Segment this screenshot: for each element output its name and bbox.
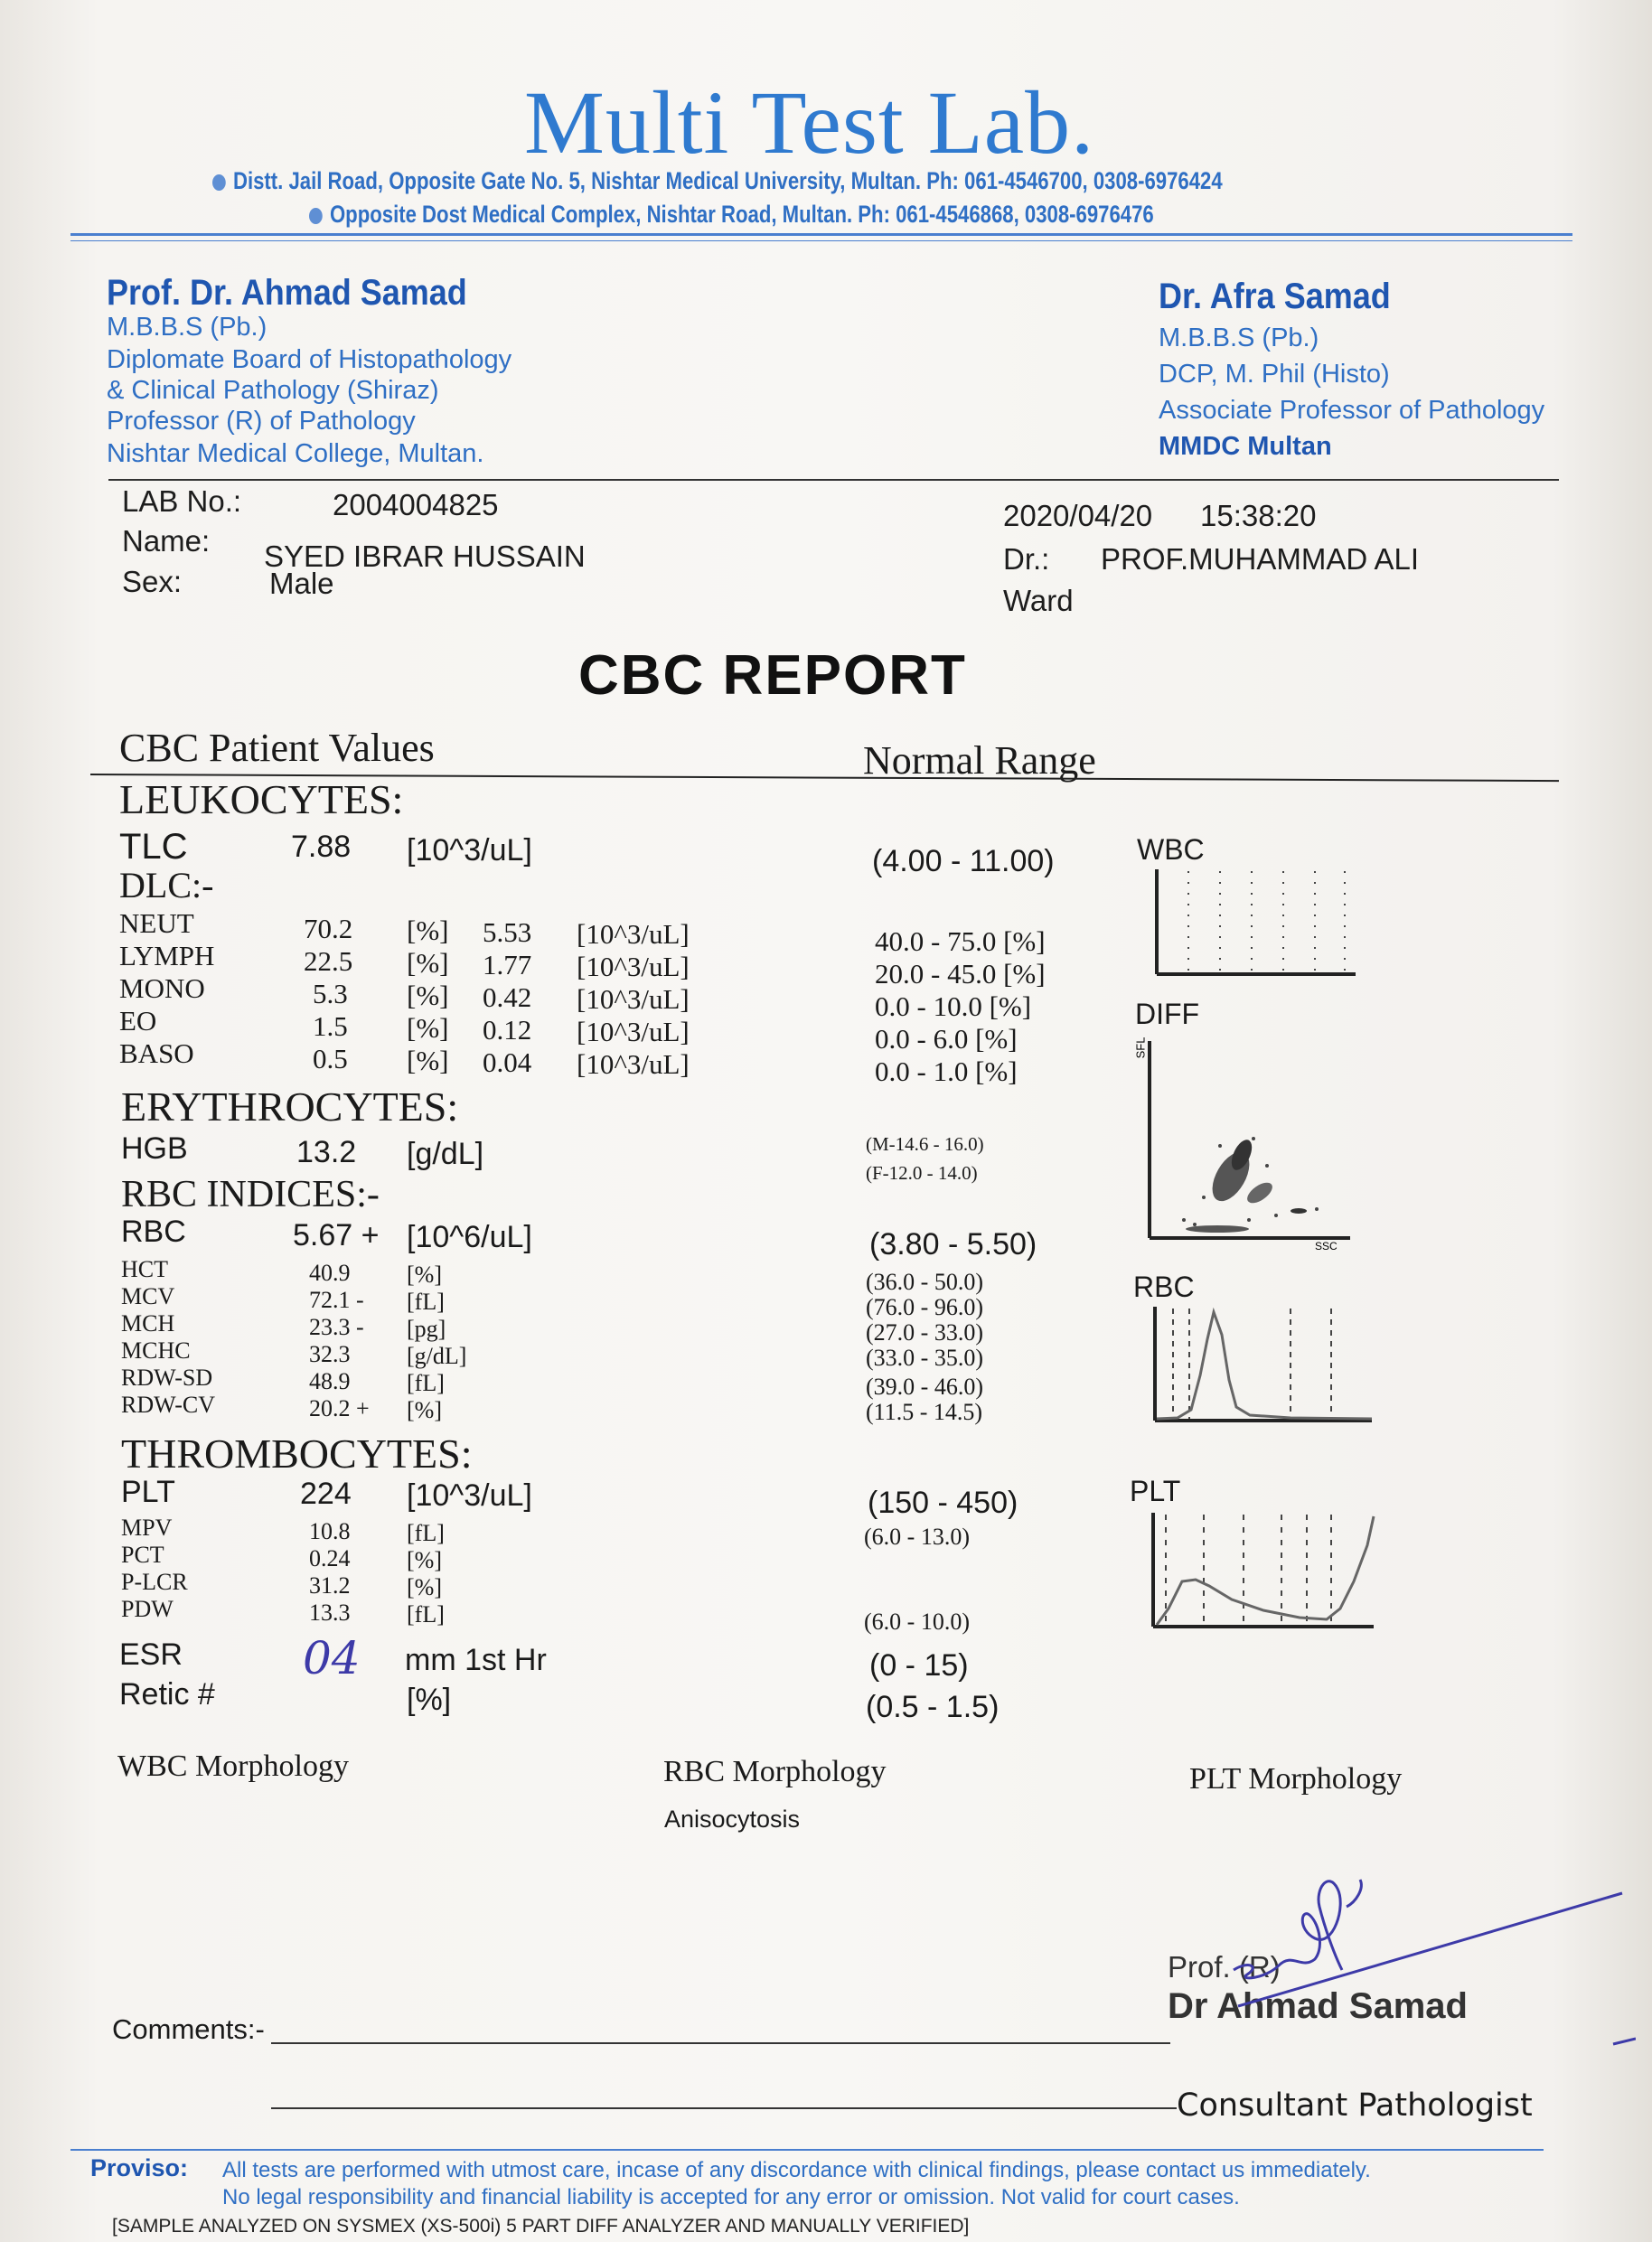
index-value: 23.3 - — [309, 1314, 364, 1340]
proviso-line-2: No legal responsibility and financial liability is accepted for any error or omission. Not valid for court cases. — [222, 2185, 1240, 2209]
index-unit: [g/dL] — [407, 1343, 467, 1369]
index-unit: [%] — [407, 1262, 442, 1288]
retic-range: (0.5 - 1.5) — [866, 1690, 1000, 1724]
index-range: (39.0 - 46.0) — [866, 1374, 983, 1400]
dlc-abs: 1.77 — [483, 949, 532, 980]
index-value: 48.9 — [309, 1368, 351, 1394]
proviso-rule — [70, 2149, 1544, 2151]
section-thrombocytes: THROMBOCYTES: — [121, 1431, 473, 1477]
index-unit: [fL] — [407, 1370, 445, 1396]
bullet-icon — [309, 208, 323, 224]
rbc-value: 5.67 + — [293, 1218, 380, 1252]
plt-name: PLT — [121, 1475, 175, 1509]
index-value: 20.2 + — [309, 1395, 370, 1421]
plt-morphology-label: PLT Morphology — [1189, 1762, 1403, 1796]
analyzer-footer: [SAMPLE ANALYZED ON SYSMEX (XS-500i) 5 PART DIFF ANALYZER AND MANUALLY VERIFIED] — [112, 2216, 970, 2237]
plt-index-unit: [%] — [407, 1547, 442, 1573]
tlc-range: (4.00 - 11.00) — [872, 844, 1055, 878]
rbc-range: (3.80 - 5.50) — [869, 1227, 1037, 1262]
dlc-range: 0.0 - 1.0 [%] — [875, 1055, 1018, 1087]
dlc-range: 20.0 - 45.0 [%] — [875, 958, 1046, 990]
index-name: MCH — [121, 1310, 175, 1337]
plt-index-unit: [fL] — [407, 1520, 445, 1546]
retic-unit: [%] — [407, 1683, 452, 1717]
rbc-unit: [10^6/uL] — [407, 1220, 532, 1254]
normal-range-header: Normal Range — [863, 738, 1096, 783]
dlc-range: 0.0 - 6.0 [%] — [875, 1023, 1018, 1055]
doctor-left-line: Nishtar Medical College, Multan. — [107, 439, 484, 468]
plt-index-unit: [%] — [407, 1574, 442, 1600]
esr-unit: mm 1st Hr — [405, 1643, 547, 1677]
comments-line-2 — [271, 2107, 1177, 2109]
dlc-name: MONO — [119, 972, 205, 1004]
doctor-left-line: Professor (R) of Pathology — [107, 407, 416, 436]
diff-graph-label: DIFF — [1135, 998, 1200, 1030]
dlc-abs-unit: [10^3/uL] — [577, 951, 690, 982]
plt-index-name: P-LCR — [121, 1569, 188, 1595]
index-value: 32.3 — [309, 1341, 351, 1367]
hgb-unit: [g/dL] — [407, 1137, 484, 1171]
header-rule-thin — [70, 240, 1572, 241]
comments-label: Comments:- — [112, 2013, 265, 2045]
dlc-abs: 0.42 — [483, 981, 532, 1013]
diff-x-axis-label: SSC — [1315, 1240, 1338, 1252]
hgb-value: 13.2 — [296, 1135, 357, 1169]
dlc-abs: 0.12 — [483, 1014, 532, 1046]
rbc-histogram — [1146, 1303, 1381, 1426]
rbc-graph-label: RBC — [1133, 1271, 1195, 1303]
plt-index-value: 13.3 — [309, 1599, 351, 1626]
doctor-left-name: Prof. Dr. Ahmad Samad — [107, 273, 467, 313]
esr-value-handwritten: 04 — [303, 1632, 361, 1684]
report-title: CBC REPORT — [578, 644, 967, 707]
dlc-abs: 0.04 — [483, 1046, 532, 1078]
plt-index-name: PCT — [121, 1542, 164, 1568]
patient-sex: Male — [269, 567, 334, 600]
retic-name: Retic # — [119, 1677, 215, 1712]
dlc-pct: 0.5 — [313, 1043, 348, 1074]
index-range: (33.0 - 35.0) — [866, 1345, 983, 1371]
index-unit: [%] — [407, 1397, 442, 1423]
patient-values-header: CBC Patient Values — [119, 726, 435, 770]
plt-index-value: 10.8 — [309, 1518, 351, 1544]
lab-address-1: Distt. Jail Road, Opposite Gate No. 5, Nishtar Medical University, Multan. Ph: 061-4546700, 0308-6976424 — [212, 167, 1223, 195]
esr-name: ESR — [119, 1637, 183, 1672]
doctor-label: Dr.: — [1003, 542, 1050, 576]
section-leukocytes: LEUKOCYTES: — [119, 776, 404, 822]
diff-y-axis-label: SFL — [1133, 1037, 1148, 1059]
tlc-name: TLC — [119, 827, 188, 867]
dlc-pct-unit: [%] — [407, 915, 449, 946]
patient-name: SYED IBRAR HUSSAIN — [264, 539, 586, 573]
dlc-pct-unit: [%] — [407, 980, 449, 1011]
bullet-icon — [212, 174, 226, 191]
proviso-line-1: All tests are performed with utmost care, incase of any discordance with clinical findings, please contact us immediately. — [222, 2158, 1371, 2182]
index-value: 40.9 — [309, 1260, 351, 1286]
plt-index-unit: [fL] — [407, 1601, 445, 1628]
dlc-pct-unit: [%] — [407, 947, 449, 979]
handwritten-signature — [1211, 1853, 1636, 2060]
referring-doctor: PROF.MUHAMMAD ALI — [1101, 542, 1420, 576]
index-name: MCHC — [121, 1337, 191, 1364]
consultant-pathologist: Consultant Pathologist — [1177, 2087, 1533, 2124]
dlc-name: EO — [119, 1005, 157, 1037]
plt-index-name: PDW — [121, 1596, 174, 1622]
header-rule — [70, 233, 1572, 236]
plt-index-name: MPV — [121, 1515, 173, 1541]
plt-index-value: 0.24 — [309, 1545, 351, 1571]
dlc-abs-unit: [10^3/uL] — [577, 983, 690, 1015]
plt-index-range: (6.0 - 10.0) — [864, 1609, 970, 1635]
doctor-left-line: & Clinical Pathology (Shiraz) — [107, 376, 439, 405]
index-range: (11.5 - 14.5) — [866, 1399, 983, 1425]
dlc-name: BASO — [119, 1037, 194, 1069]
wbc-histogram — [1148, 866, 1365, 980]
plt-graph-label: PLT — [1130, 1475, 1181, 1507]
hgb-range-female: (F-12.0 - 14.0) — [866, 1162, 978, 1184]
name-label: Name: — [122, 524, 211, 558]
section-dlc: DLC:- — [119, 865, 214, 905]
dlc-pct: 5.3 — [313, 978, 348, 1009]
plt-range: (150 - 450) — [868, 1486, 1018, 1520]
proviso-label: Proviso: — [90, 2154, 189, 2181]
hgb-range-male: (M-14.6 - 16.0) — [866, 1133, 984, 1155]
lab-name: Multi Test Lab. — [524, 72, 1095, 173]
dlc-pct-unit: [%] — [407, 1012, 449, 1044]
dlc-abs-unit: [10^3/uL] — [577, 1048, 690, 1080]
doctor-right-line: Associate Professor of Pathology — [1159, 396, 1545, 425]
plt-histogram — [1146, 1509, 1381, 1632]
lab-no: 2004004825 — [333, 488, 499, 521]
index-name: RDW-CV — [121, 1392, 215, 1418]
dlc-abs: 5.53 — [483, 916, 532, 948]
index-range: (36.0 - 50.0) — [866, 1269, 983, 1295]
index-name: RDW-SD — [121, 1365, 213, 1391]
index-unit: [fL] — [407, 1289, 445, 1315]
doctor-right-line: DCP, M. Phil (Histo) — [1159, 360, 1390, 389]
dlc-range: 40.0 - 75.0 [%] — [875, 925, 1046, 957]
plt-index-value: 31.2 — [309, 1572, 351, 1599]
index-range: (76.0 - 96.0) — [866, 1294, 983, 1320]
plt-value: 224 — [300, 1477, 352, 1511]
dlc-pct-unit: [%] — [407, 1045, 449, 1076]
dlc-name: NEUT — [119, 907, 194, 939]
rbc-morphology-finding: Anisocytosis — [664, 1806, 801, 1833]
wbc-morphology-label: WBC Morphology — [117, 1750, 349, 1783]
plt-unit: [10^3/uL] — [407, 1478, 532, 1513]
comments-line — [271, 2042, 1170, 2044]
doctor-right-line: M.B.B.S (Pb.) — [1159, 324, 1319, 352]
signature-name: Dr Ahmad Samad — [1168, 1986, 1468, 2026]
tlc-value: 7.88 — [291, 830, 352, 864]
dlc-pct: 1.5 — [313, 1010, 348, 1042]
index-name: HCT — [121, 1256, 168, 1282]
report-time: 15:38:20 — [1200, 499, 1317, 532]
signature-title: Prof. (R) — [1168, 1950, 1281, 1984]
lab-address-2: Opposite Dost Medical Complex, Nishtar Road, Multan. Ph: 061-4546868, 0308-6976476 — [309, 201, 1154, 229]
section-erythrocytes: ERYTHROCYTES: — [121, 1083, 459, 1130]
rbc-name: RBC — [121, 1215, 186, 1249]
doctor-rule — [108, 479, 1559, 481]
lab-no-label: LAB No.: — [122, 484, 242, 518]
ward-label: Ward — [1003, 584, 1074, 617]
dlc-pct: 70.2 — [304, 913, 353, 944]
wbc-graph-label: WBC — [1137, 833, 1205, 866]
dlc-range: 0.0 - 10.0 [%] — [875, 990, 1032, 1022]
diff-scattergram — [1140, 1039, 1357, 1243]
dlc-abs-unit: [10^3/uL] — [577, 918, 690, 950]
doctor-right-line: MMDC Multan — [1159, 432, 1332, 461]
index-value: 72.1 - — [309, 1287, 364, 1313]
index-range: (27.0 - 33.0) — [866, 1319, 983, 1346]
dlc-abs-unit: [10^3/uL] — [577, 1016, 690, 1047]
section-rbc-indices: RBC INDICES:- — [121, 1174, 380, 1215]
report-date: 2020/04/20 — [1003, 499, 1153, 532]
tlc-unit: [10^3/uL] — [407, 833, 532, 868]
doctor-left-line: Diplomate Board of Histopathology — [107, 345, 512, 374]
esr-range: (0 - 15) — [869, 1648, 969, 1683]
doctor-right-name: Dr. Afra Samad — [1159, 277, 1391, 316]
index-name: MCV — [121, 1283, 175, 1309]
doctor-left-line: M.B.B.S (Pb.) — [107, 313, 268, 342]
rbc-morphology-label: RBC Morphology — [663, 1755, 887, 1788]
dlc-pct: 22.5 — [304, 945, 353, 977]
sex-label: Sex: — [122, 565, 183, 598]
index-unit: [pg] — [407, 1316, 446, 1342]
hgb-name: HGB — [121, 1131, 188, 1166]
plt-index-range: (6.0 - 13.0) — [864, 1524, 970, 1550]
dlc-name: LYMPH — [119, 940, 215, 971]
